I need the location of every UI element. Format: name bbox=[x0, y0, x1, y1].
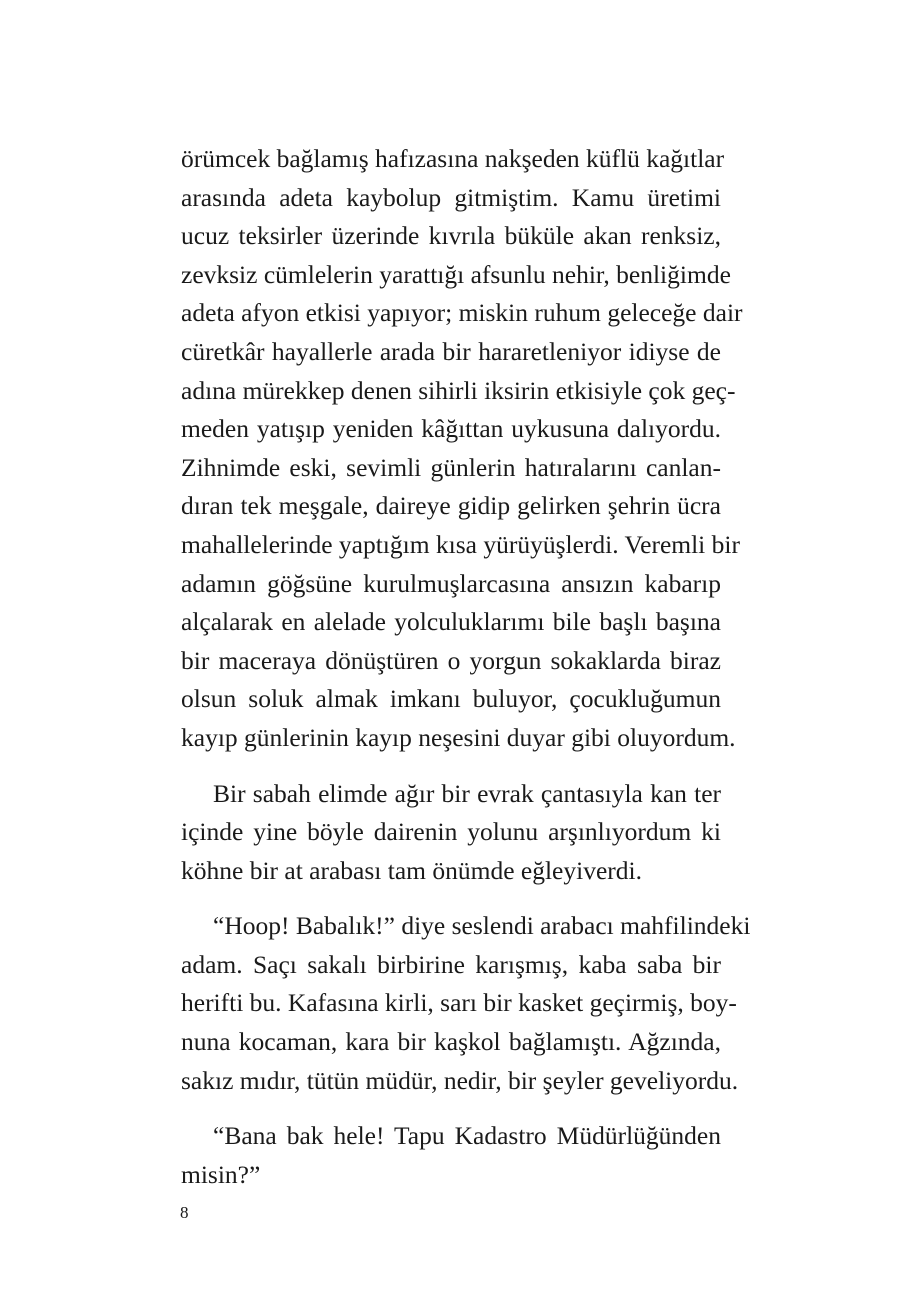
paragraph-4 bbox=[181, 1117, 721, 1194]
text-line: adeta afyon etkisi yapıyor; miskin ruhum geleceğe dair bbox=[181, 298, 743, 328]
text-line: köhne bir at arabası tam önümde eğleyiverdi. bbox=[181, 855, 642, 885]
text-line: sakız mıdır, tütün müdür, nedir, bir şeyler geveliyordu. bbox=[181, 1065, 739, 1095]
page-number: 8 bbox=[180, 1203, 189, 1222]
paragraph-3 bbox=[181, 907, 751, 1100]
text-line: kayıp günlerinin kayıp neşesini duyar gibi oluyordum. bbox=[181, 722, 736, 752]
text-line: alçalarak en alelade yolculuklarımı bile başlı başına bbox=[181, 607, 721, 637]
paragraph-gap bbox=[181, 890, 721, 907]
text-line: Bir sabah elimde ağır bir evrak çantasıyla kan ter bbox=[213, 778, 721, 808]
text-line: “Hoop! Babalık!” diye seslendi arabacı mahfilindeki bbox=[213, 911, 751, 941]
paragraph-1 bbox=[181, 140, 743, 758]
text-line: Zihnimde eski, sevimli günlerin hatıralarını canlan- bbox=[181, 452, 721, 482]
text-line: örümcek bağlamış hafızasına nakşeden küflü kağıtlar bbox=[181, 144, 725, 173]
text-line: adam. Saçı sakalı birbirine karışmış, kaba saba bir bbox=[181, 949, 721, 979]
paragraph-2 bbox=[181, 775, 721, 891]
text-line: ucuz teksirler üzerinde kıvrıla büküle akan renksiz, bbox=[181, 221, 721, 251]
text-line: bir maceraya dönüştüren o yorgun sokaklarda biraz bbox=[181, 645, 721, 675]
text-line: olsun soluk almak imkanı buluyor, çocukluğumun bbox=[181, 684, 721, 714]
paragraph-gap bbox=[181, 1100, 721, 1117]
text-line: cüretkâr hayallerle arada bir hararetleniyor idiyse de bbox=[181, 336, 721, 366]
text-line: meden yatışıp yeniden kâğıttan uykusuna dalıyordu. bbox=[181, 414, 721, 444]
text-line: içinde yine böyle dairenin yolunu arşınlıyordum ki bbox=[181, 817, 721, 847]
text-line: misin?” bbox=[181, 1159, 261, 1189]
text-line: adamın göğsüne kurulmuşlarcasına ansızın kabarıp bbox=[181, 568, 721, 598]
text-line: mahallelerinde yaptığım kısa yürüyüşlerdi. Veremli bir bbox=[181, 529, 740, 559]
text-line: arasında adeta kaybolup gitmiştim. Kamu üretimi bbox=[181, 182, 721, 212]
text-line: nuna kocaman, kara bir kaşkol bağlamıştı. Ağzında, bbox=[181, 1027, 721, 1057]
text-line: herifti bu. Kafasına kirli, sarı bir kasket geçirmiş, boy- bbox=[181, 988, 737, 1018]
paragraph-gap bbox=[181, 758, 721, 775]
book-page-body bbox=[181, 140, 751, 1194]
text-line: dıran tek meşgale, daireye gidip gelirken şehrin ücra bbox=[181, 491, 721, 521]
text-line: zevksiz cümlelerin yarattığı afsunlu nehir, benliğimde bbox=[181, 259, 731, 289]
text-line: “Bana bak hele! Tapu Kadastro Müdürlüğünden bbox=[213, 1121, 721, 1151]
text-line: adına mürekkep denen sihirli iksirin etkisiyle çok geç- bbox=[181, 375, 736, 405]
